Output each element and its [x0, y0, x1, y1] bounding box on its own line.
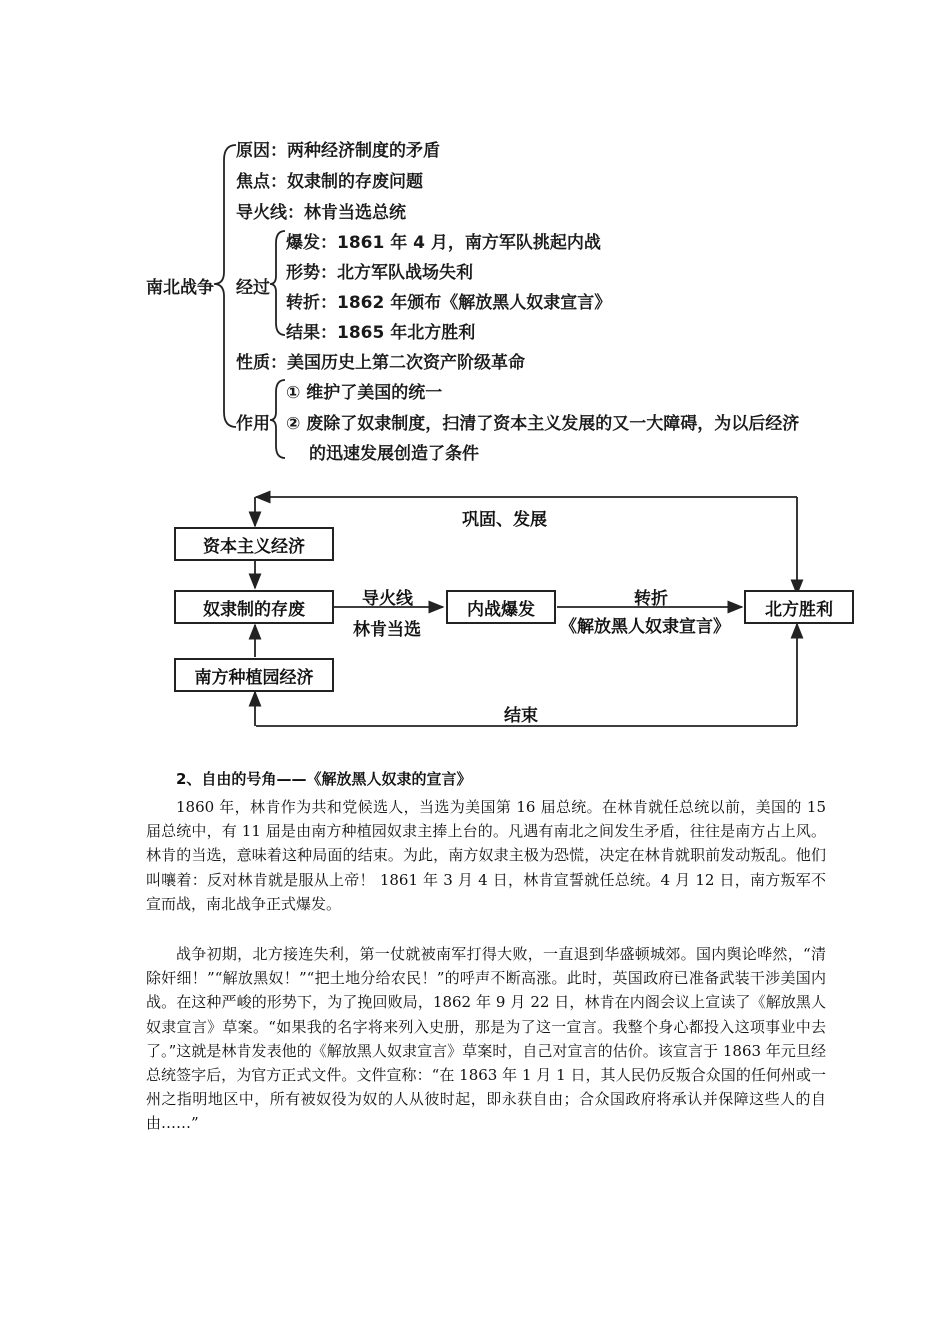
tree-item-process: 经过: [236, 278, 270, 298]
tree-item-effect: 作用: [236, 414, 270, 434]
tree-item-trigger: 导火线：林肯当选总统: [236, 203, 406, 223]
article-paragraph-2: 战争初期，北方接连失利，第一仗就被南军打得大败，一直退到华盛顿城郊。国内舆论哗然，“清除奸细！”“解放黑奴！”“把土地分给农民！”的呼声不断高涨。此时，英国政府已准备武装干涉美国内战。在这种严峻的形势下，为了挽回败局，1862 年 9 月 22 日，林肯在内阁会议上宣读了《解放黑人奴隶宣言》草案。“如果我的名字将来列入史册，那是为了这一宣言。我整个身心都投入这项事业中去了。”这就是林肯发表他的《解放黑人奴隶宣言》草案时，自己对宣言的估价。该宣言于 1863 年元旦经总统签字后，为官方正式文件。文件宣称：“在 1863 年 1 月 1 日，其人民仍反叛合众国的任何州或一州之指明地区中，所有被奴役为奴的人从彼时起，即永获自由；合众国政府将承认并保障这些人的自由……”: [146, 945, 826, 1133]
tree-effect-abolition: ② 废除了奴隶制度，扫清了资本主义发展的又一大障碍，为以后经济: [286, 414, 800, 434]
label-proclamation: 《解放黑人奴隶宣言》: [560, 617, 730, 637]
box-slavery: 奴隶制的存废: [174, 590, 334, 624]
tree-effect-unity: ① 维护了美国的统一: [286, 383, 443, 403]
tree-process-outbreak: 爆发：1861 年 4 月，南方军队挑起内战: [286, 233, 601, 253]
label-turning: 转折: [634, 589, 668, 609]
tree-root: 南北战争: [146, 278, 214, 298]
box-plantation: 南方种植园经济: [174, 658, 334, 692]
tree-item-cause: 原因：两种经济制度的矛盾: [236, 141, 440, 161]
label-end: 结束: [504, 706, 538, 726]
tree-item-focus: 焦点：奴隶制的存废问题: [236, 172, 423, 192]
tree-process-situation: 形势：北方军队战场失利: [286, 263, 473, 283]
tree-process-result: 结果：1865 年北方胜利: [286, 323, 476, 343]
tree-process-turning: 转折：1862 年颁布《解放黑人奴隶宣言》: [286, 293, 612, 313]
label-consolidate: 巩固、发展: [462, 510, 547, 530]
section-title: 2、自由的号角——《解放黑人奴隶的宣言》: [176, 770, 472, 788]
tree-effect-abolition-cont: 的迅速发展创造了条件: [309, 444, 479, 464]
box-north-victory: 北方胜利: [744, 590, 854, 624]
box-capitalism: 资本主义经济: [174, 527, 334, 561]
label-fuse: 导火线: [362, 589, 413, 609]
label-lincoln-elected: 林肯当选: [353, 620, 421, 640]
article-paragraph-1: 1860 年，林肯作为共和党候选人，当选为美国第 16 届总统。在林肯就任总统以前，美国的 15 届总统中，有 11 届是由南方种植园奴隶主捧上台的。凡遇有南北之间发生矛盾，往往是南方占上风。林肯的当选，意味着这种局面的结束。为此，南方奴隶主极为恐慌，决定在林肯就职前发动叛乱。他们叫嚷着：反对林肯就是服从上帝！ 1861 年 3 月 4 日，林肯宣誓就任总统。4 月 12 日，南方叛军不宣而战，南北战争正式爆发。: [146, 798, 826, 913]
box-civil-war: 内战爆发: [446, 590, 556, 624]
tree-item-nature: 性质：美国历史上第二次资产阶级革命: [236, 353, 525, 373]
